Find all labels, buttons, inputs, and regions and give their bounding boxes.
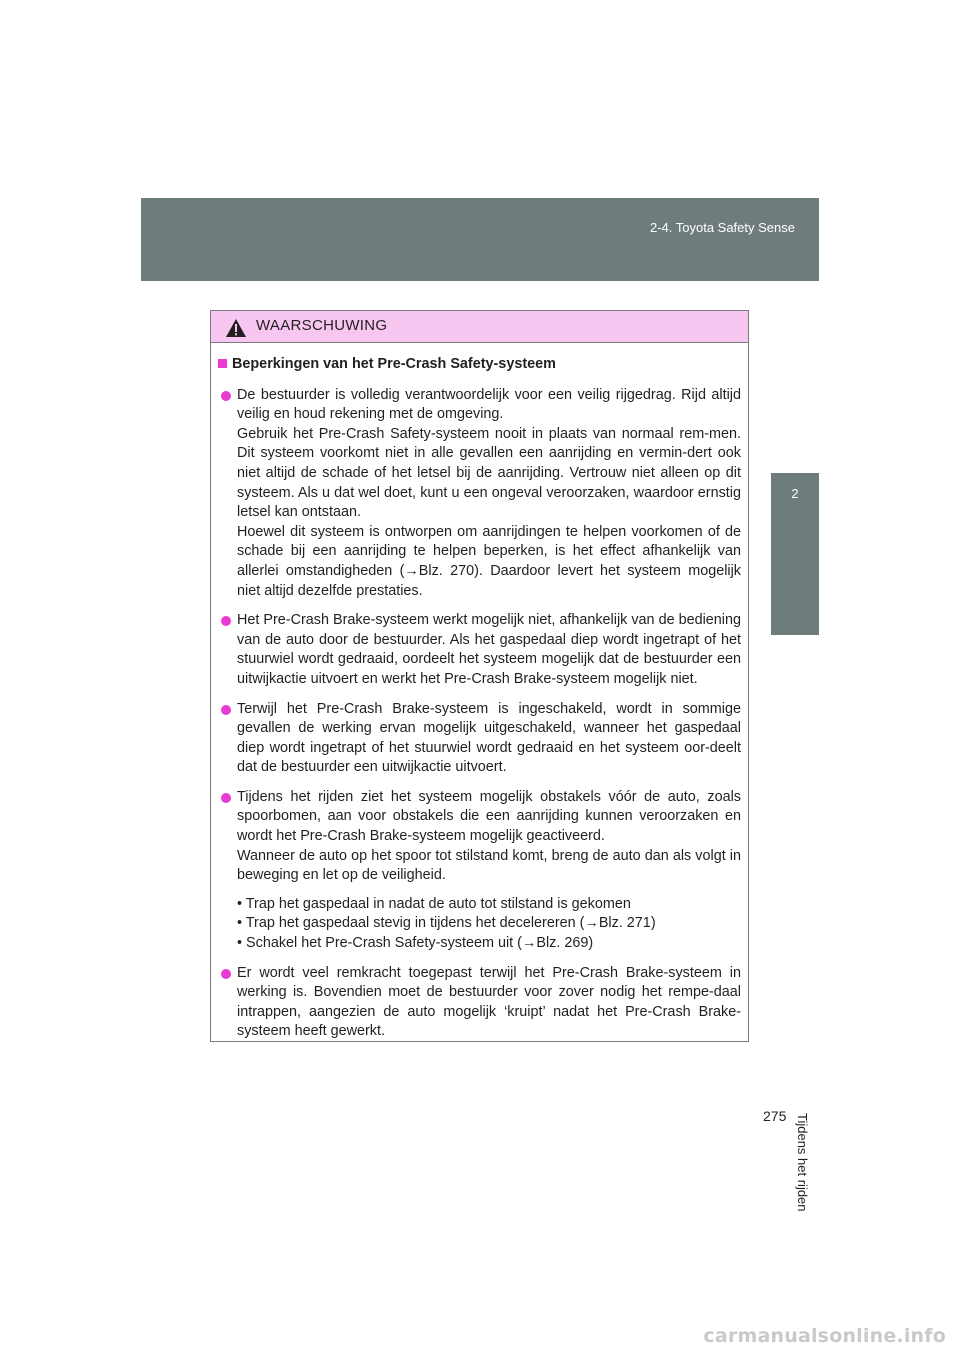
- bullet-dot-icon: [221, 391, 231, 401]
- warning-item: [218, 964, 741, 1042]
- warning-header: [211, 311, 748, 343]
- bullet-dot-icon: [221, 616, 231, 626]
- paragraph: Gebruik het Pre-Crash Safety-systeem nooit in plaats van normaal rem-men. Dit systeem voorkomt niet in alle gevallen een aanrijding en vermin-dert ook niet altijd de schade of het letsel bij de aanrijding. Vertrouw niet alleen op dit systeem. Als u dat wel doet, kunt u een ongeval veroorzaken, waardoor ernstig letsel kan ontstaan.: [237, 425, 741, 521]
- paragraph: Terwijl het Pre-Crash Brake-systeem is ingeschakeld, wordt in sommige gevallen de werking ervan mogelijk uitgeschakeld, wanneer het gaspedaal diep wordt ingetrapt of het stuurwiel wordt gedraaid en het systeem oor-deelt dat de bestuurder een uitwijkactie uitvoert.: [237, 700, 741, 776]
- chapter-number: 2: [791, 486, 799, 501]
- square-bullet-icon: [218, 359, 227, 368]
- paragraph: Tijdens het rijden ziet het systeem mogelijk obstakels vóór de auto, zoals spoorbomen, aan voor obstakels die een aanrijding kunnen veroorzaken en wordt het Pre-Crash Brake-systeem mogelijk geactiveerd.: [237, 788, 741, 845]
- warning-title: WAARSCHUWING: [256, 317, 388, 334]
- warning-item: [218, 611, 741, 689]
- watermark: carmanualsonline.info: [703, 1325, 946, 1347]
- sub-item: • Schakel het Pre-Crash Safety-systeem uit (→Blz. 269): [237, 935, 594, 952]
- warning-item: [218, 386, 741, 602]
- page-number: 275: [763, 1108, 787, 1124]
- warning-topic: [218, 355, 741, 375]
- warning-box: [210, 310, 749, 1042]
- bullet-dot-icon: [221, 969, 231, 979]
- bullet-dot-icon: [221, 793, 231, 803]
- paragraph: Hoewel dit systeem is ontworpen om aanrijdingen te helpen voorkomen of de schade bij een aanrijding te helpen beperken, is het effect afhankelijk van allerlei omstandigheden (→Blz. 270). Daardoor levert het systeem mogelijk niet altijd dezelfde prestaties.: [237, 523, 741, 599]
- sub-item: • Trap het gaspedaal in nadat de auto tot stilstand is gekomen: [237, 895, 631, 912]
- warning-item: [218, 700, 741, 778]
- warning-item: [218, 788, 741, 954]
- paragraph: De bestuurder is volledig verantwoordelijk voor een veilig rijgedrag. Rijd altijd veilig en houd rekening met de omgeving.: [237, 386, 741, 423]
- warning-body: [211, 343, 748, 1042]
- paragraph: Het Pre-Crash Brake-systeem werkt mogelijk niet, afhankelijk van de bediening van de auto door de bestuurder. Als het gaspedaal diep wordt ingetrapt of het stuurwiel wordt gedraaid, oordeelt het systeem mogelijk dat de bestuurder een uitwijkactie uitvoert en werkt het Pre-Crash Brake-systeem mogelijk niet.: [237, 612, 741, 687]
- paragraph: Wanneer de auto op het spoor tot stilstand komt, breng de auto dan als volgt in beweging en let op de veiligheid.: [237, 847, 741, 884]
- sub-list: [237, 895, 741, 954]
- warning-triangle-icon: [225, 318, 247, 338]
- sub-item: • Trap het gaspedaal stevig in tijdens het decelereren (→Blz. 271): [237, 915, 656, 932]
- bullet-dot-icon: [221, 705, 231, 715]
- section-title: 2-4. Toyota Safety Sense: [649, 220, 795, 235]
- paragraph: Er wordt veel remkracht toegepast terwijl het Pre-Crash Brake-systeem in werking is. Bovendien moet de bestuurder voor zover nodig het rempe-daal intrappen, aangezien de auto mogelijk ‘kruipt’ nadat het Pre-Crash Brake-systeem heeft gewerkt.: [237, 964, 741, 1040]
- topic-text: Beperkingen van het Pre-Crash Safety-systeem: [232, 356, 556, 372]
- header-band: [141, 198, 819, 281]
- chapter-label: Tijdens het rijden: [795, 1113, 810, 1212]
